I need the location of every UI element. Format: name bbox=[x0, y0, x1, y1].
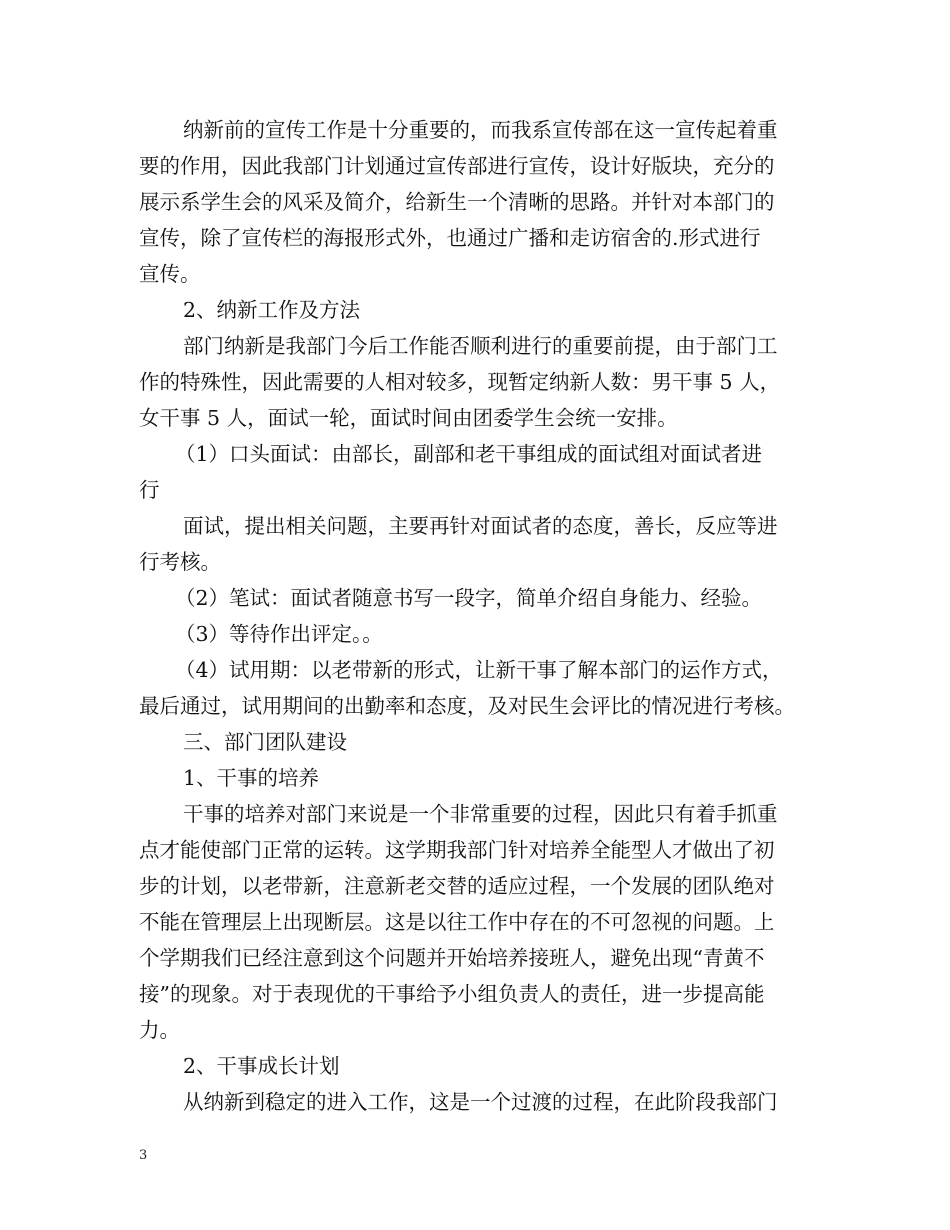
text-line: 步的计划，以老带新，注意新老交替的适应过程，一个发展的团队绝对 bbox=[139, 874, 775, 898]
body-text bbox=[139, 112, 829, 1120]
section-heading: 三、部门团队建设 bbox=[183, 730, 347, 754]
text-line: 接”的现象。对于表现优的干事给予小组负责人的责任，进一步提高能 bbox=[139, 982, 765, 1006]
page-number: 3 bbox=[139, 1148, 148, 1163]
subsection-heading: 2、干事成长计划 bbox=[183, 1054, 340, 1078]
list-item: （4）试用期：以老带新的形式，让新干事了解本部门的运作方式， bbox=[175, 658, 783, 682]
text-line: 作的特殊性，因此需要的人相对较多，现暂定纳新人数：男干事 5 人， bbox=[139, 370, 781, 394]
text-line: 宣传。 bbox=[139, 262, 201, 286]
list-item: （2）笔试：面试者随意书写一段字，简单介绍自身能力、经验。 bbox=[175, 586, 763, 610]
text-line: 纳新前的宣传工作是十分重要的，而我系宣传部在这一宣传起着重 bbox=[183, 118, 778, 142]
text-line: 行考核。 bbox=[139, 550, 221, 574]
text-line: 力。 bbox=[139, 1018, 180, 1042]
text-line: 面试，提出相关问题，主要再针对面试者的态度，善长，反应等进 bbox=[183, 514, 778, 538]
list-item: （3）等待作出评定。。 bbox=[175, 622, 383, 646]
text-line: 行 bbox=[139, 478, 160, 502]
text-line: 最后通过，试用期间的出勤率和态度，及对民生会评比的情况进行考核。 bbox=[139, 694, 795, 718]
text-line: 部门纳新是我部门今后工作能否顺利进行的重要前提，由于部门工 bbox=[183, 334, 778, 358]
text-line: 展示系学生会的风采及简介，给新生一个清晰的思路。并针对本部门的 bbox=[139, 190, 775, 214]
text-line: 从纳新到稳定的进入工作，这是一个过渡的过程，在此阶段我部门 bbox=[183, 1090, 778, 1114]
list-item: （1）口头面试：由部长，副部和老干事组成的面试组对面试者进 bbox=[175, 442, 763, 466]
text-line: 干事的培养对部门来说是一个非常重要的过程，因此只有着手抓重 bbox=[183, 802, 778, 826]
subsection-heading: 1、干事的培养 bbox=[183, 766, 320, 790]
text-line: 个学期我们已经注意到这个问题并开始培养接班人，避免出现“青黄不 bbox=[139, 946, 765, 970]
section-heading: 2、纳新工作及方法 bbox=[183, 298, 361, 322]
text-line: 宣传，除了宣传栏的海报形式外，也通过广播和走访宿舍的.形式进行 bbox=[139, 226, 761, 250]
text-line: 要的作用，因此我部门计划通过宣传部进行宣传，设计好版块，充分的 bbox=[139, 154, 775, 178]
text-line: 不能在管理层上出现断层。这是以往工作中存在的不可忽视的问题。上 bbox=[139, 910, 775, 934]
text-line: 点才能使部门正常的运转。这学期我部门针对培养全能型人才做出了初 bbox=[139, 838, 775, 862]
text-line: 女干事 5 人，面试一轮，面试时间由团委学生会统一安排。 bbox=[139, 406, 678, 430]
